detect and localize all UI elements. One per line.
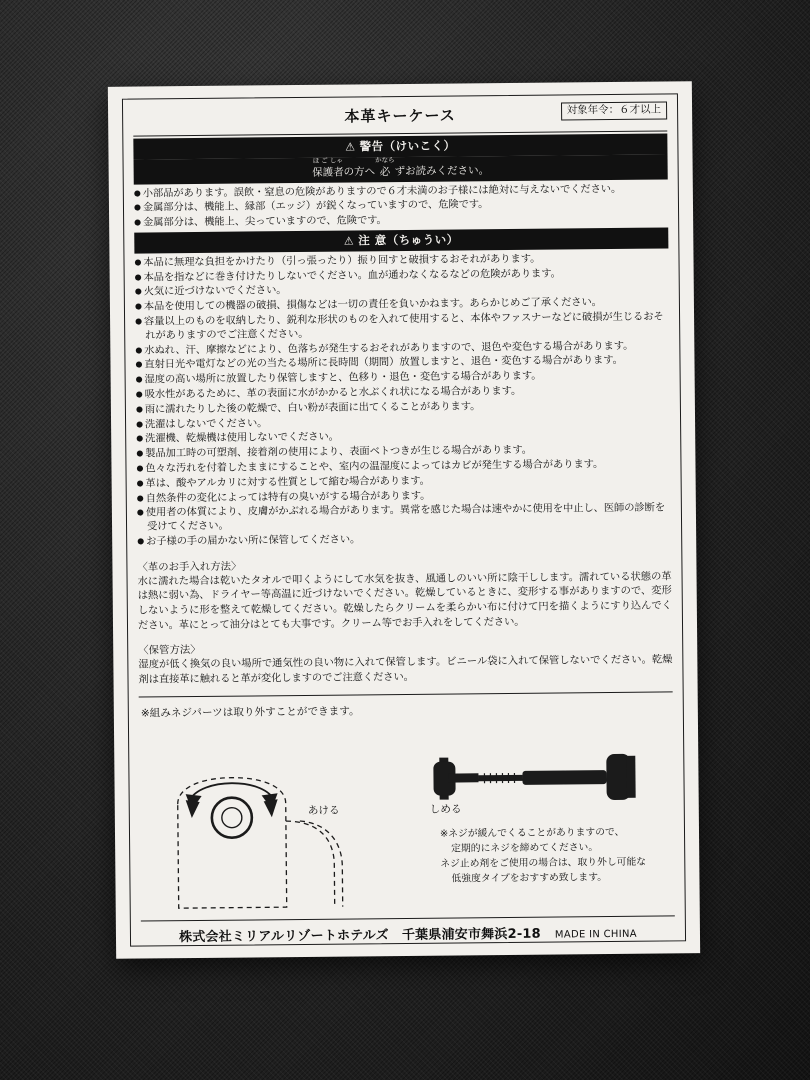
warning-item: ● 金属部分は、機能上、尖っていますので、危険です。 <box>134 212 668 231</box>
label-close: しめる <box>429 803 462 817</box>
caution-item: ● 革は、酸やアルカリに対する性質として縮む場合があります。 <box>137 472 671 491</box>
storage-heading: 〈保管方法〉 <box>138 644 201 657</box>
caution-item: ● 直射日光や電灯などの光の当たる場所に長時間（期間）放置しますと、退色・変色する場合があります。 <box>135 354 669 373</box>
care-body: 水に濡れた場合は乾いたタオルで叩くようにして水気を抜き、風通しのいい所に陰干しします。濡れている状態の革は熱に弱い為、ドライヤー等高温に近づけないでください。乾燥しているときに、変形する事がありますので、変形しないように形を整えて乾燥してください。乾燥したらクリームを柔らかい布に付けて円を描くようにすり込んでください。革にとって油分はとても大事です。クリーム等でお手入れをしてください。 <box>137 570 672 632</box>
section-divider <box>139 692 673 698</box>
care-heading: 〈革のお手入れ方法〉 <box>137 560 242 574</box>
screw-diagram <box>139 722 675 917</box>
storage-body: 湿度が低く換気の良い場所で通気性の良い物に入れて保管します。ビニール袋に入れて保管しないでください。乾燥剤は直接革に触れると革が変化しますのでご注意ください。 <box>138 653 673 686</box>
caution-item: ● 洗濯はしないでください。 <box>136 413 670 432</box>
screw-parts-note: ※組みネジパーツは取り外すことができます。 <box>140 705 360 721</box>
warning-item-list <box>134 182 668 231</box>
caution-item: ● 吸水性があるために、革の表面に水がかかると水ぶくれ状になる場合があります。 <box>136 384 670 403</box>
card-footer <box>141 922 675 946</box>
caution-item: ● 色々な汚れを付着したままにすることや、室内の温湿度によってはカビが発生する場合があります。 <box>136 457 670 476</box>
caution-item: ● 水ぬれ、汗、摩擦などにより、色落ちが発生するおそれがありますので、退色や変色する場合があります。 <box>135 339 669 358</box>
ruby-hogosha: ほ ご しゃ 保護者 <box>312 156 344 179</box>
card-inner-border <box>122 93 686 946</box>
page-title: 本革キーケース <box>344 106 456 126</box>
caution-item: ● お子様の手の届かない所に保管してください。 <box>137 530 671 549</box>
caution-item: ● 容量以上のものを収納したり、鋭利な形状のものを入れて使用すると、本体やファスナーなどに破損が生じるおそれがありますのでご注意ください。 <box>135 311 669 344</box>
screw-sub-note-line4: 低強度タイプをおすすめ致します。 <box>451 871 608 885</box>
caution-item: ● 使用者の体質により、皮膚がかぶれる場合があります。異常を感じた場合は速やかに使用を中止し、医師の診断を受けてください。 <box>137 502 671 535</box>
screw-diagram-svg <box>139 722 689 917</box>
warning-item: ● 金属部分は、機能上、縁部（エッジ）が鋭くなっていますので、危険です。 <box>134 197 668 216</box>
caution-heading: 注 意（ちゅうい） <box>358 232 459 248</box>
instruction-card <box>108 81 700 959</box>
caution-item: ● 本品を使用しての機器の破損、損傷などは一切の責任を負いかねます。あらかじめご了承ください。 <box>135 296 669 315</box>
caution-item: ● 自然条件の変化によっては特有の臭いがする場合があります。 <box>137 487 671 506</box>
screw-sub-note-line3: ネジ止め剤をご使用の場合は、取り外し可能な <box>440 856 647 870</box>
made-in-label: MADE IN CHINA <box>554 929 637 942</box>
age-requirement-badge: 対象年令：６才以上 <box>560 101 667 120</box>
caution-item: ● 本品を指などに巻き付けたりしないでください。血が通わなくなるなどの危険があります。 <box>135 266 669 285</box>
caution-item-list <box>134 251 671 549</box>
caution-band <box>134 227 668 253</box>
footer-divider <box>141 916 675 922</box>
label-open: あける <box>307 805 340 818</box>
card-header <box>133 102 667 133</box>
caution-item: ● 火気に近づけないでください。 <box>135 281 669 300</box>
caution-item: ● 雨に濡れたりした後の乾燥で、白い粉が表面に出てくることがあります。 <box>136 398 670 417</box>
caution-item: ● 湿度の高い場所に放置したり保管しますと、色移り・退色・変色する場合があります。 <box>136 369 670 388</box>
caution-item: ● 洗濯機、乾燥機は使用しないでください。 <box>136 428 670 447</box>
warning-subheading-row: ほ ご しゃ 保護者の方へ かなら 必ずお読みください。 <box>134 154 668 184</box>
company-address: 株式会社ミリアルリゾートホテルズ 千葉県浦安市舞浜2-18 <box>179 927 541 946</box>
caution-triangle-icon: ⚠ <box>343 234 355 248</box>
caution-item: ● 本品に無理な負担をかけたり（引っ張ったり）振り回すと破損するおそれがあります。 <box>134 251 668 270</box>
screw-sub-note-line1: ※ネジが緩んでくることがありますので、 <box>439 827 625 841</box>
screw-sub-note-line2: 定期的にネジを締めてください。 <box>451 842 599 855</box>
warning-triangle-icon: ⚠ <box>345 140 356 154</box>
screw-sub-note <box>440 826 691 887</box>
caution-item: ● 製品加工時の可塑剤、接着剤の使用により、表面ベトつきが生じる場合があります。 <box>136 443 670 462</box>
warning-item: ● 小部品があります。誤飲・窒息の危険がありますので６才未満のお子様には絶対に与えないでください。 <box>134 182 668 201</box>
ruby-kanarazu: かなら 必 <box>375 156 395 178</box>
warning-heading: 警告（けいこく） <box>359 138 456 154</box>
